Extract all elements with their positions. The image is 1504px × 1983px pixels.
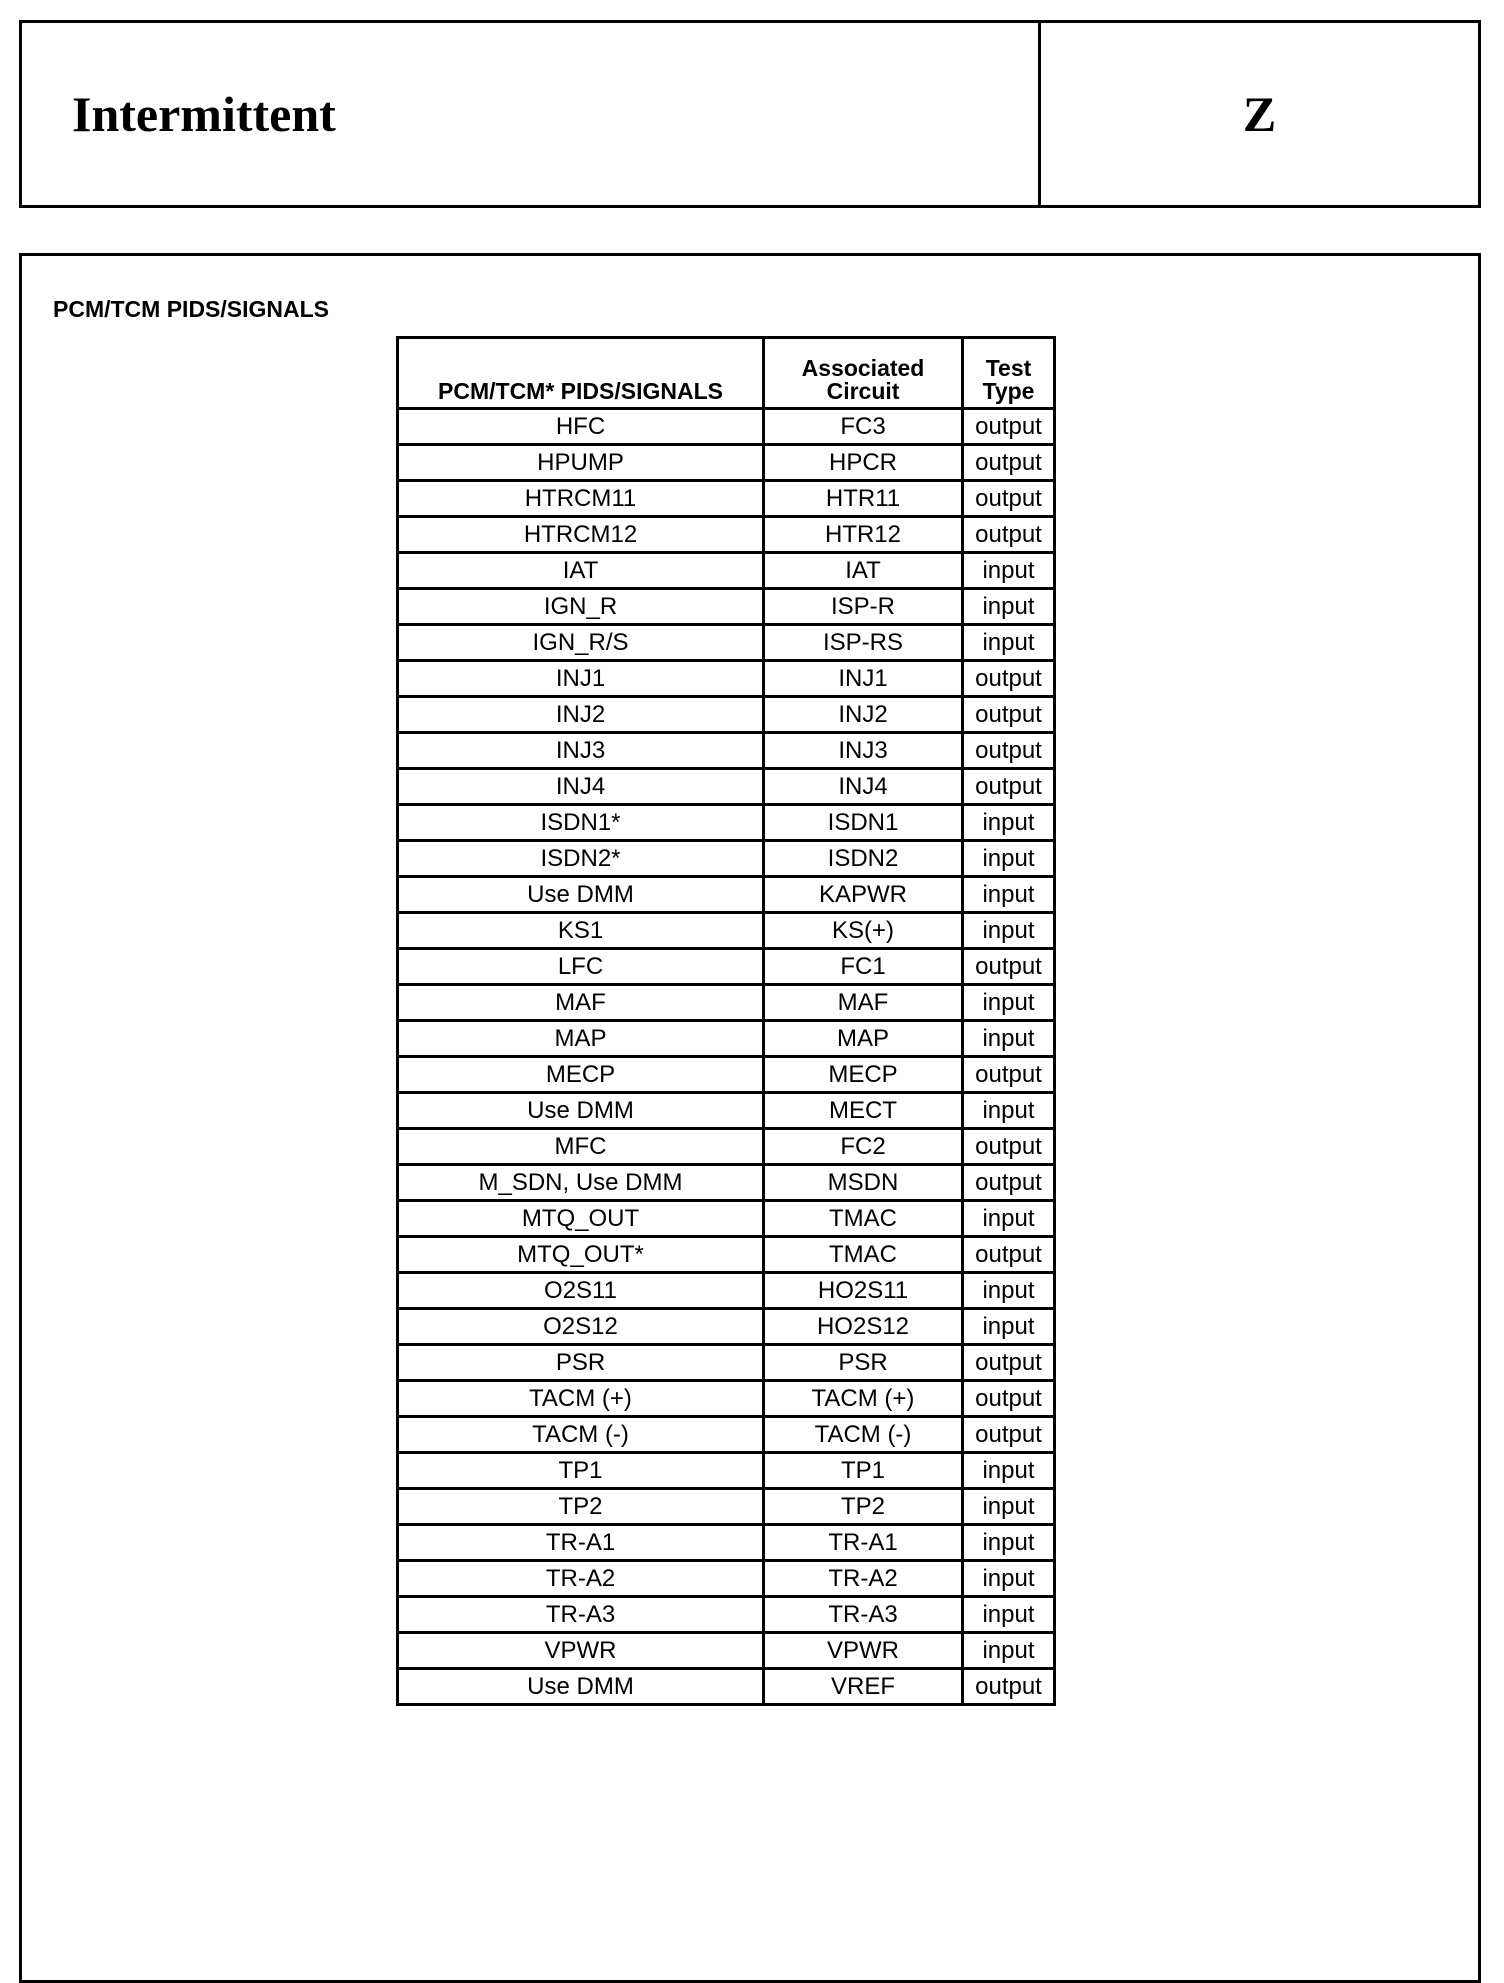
cell-pid-signal: TACM (-) (398, 1417, 764, 1453)
table-row (398, 445, 1055, 481)
cell-associated-circuit: ISDN1 (764, 805, 963, 841)
cell-pid-signal: O2S11 (398, 1273, 764, 1309)
cell-pid-signal: Use DMM (398, 1093, 764, 1129)
cell-test-type: output (963, 1237, 1055, 1273)
cell-test-type: input (963, 805, 1055, 841)
cell-pid-signal: KS1 (398, 913, 764, 949)
cell-test-type: output (963, 1417, 1055, 1453)
cell-associated-circuit: HO2S11 (764, 1273, 963, 1309)
cell-test-type: input (963, 1525, 1055, 1561)
table-row (398, 1525, 1055, 1561)
cell-test-type: output (963, 1129, 1055, 1165)
cell-pid-signal: TR-A1 (398, 1525, 764, 1561)
cell-associated-circuit: MECT (764, 1093, 963, 1129)
cell-test-type: output (963, 517, 1055, 553)
table-row (398, 481, 1055, 517)
table-row (398, 1237, 1055, 1273)
cell-pid-signal: LFC (398, 949, 764, 985)
cell-test-type: output (963, 1057, 1055, 1093)
cell-associated-circuit: FC3 (764, 409, 963, 445)
cell-associated-circuit: TACM (-) (764, 1417, 963, 1453)
cell-pid-signal: IGN_R/S (398, 625, 764, 661)
cell-test-type: input (963, 553, 1055, 589)
cell-associated-circuit: ISDN2 (764, 841, 963, 877)
cell-test-type: input (963, 1489, 1055, 1525)
table-row (398, 733, 1055, 769)
cell-pid-signal: MAF (398, 985, 764, 1021)
cell-associated-circuit: FC2 (764, 1129, 963, 1165)
cell-associated-circuit: PSR (764, 1345, 963, 1381)
table-row (398, 1309, 1055, 1345)
column-header-circuit (764, 338, 963, 409)
cell-associated-circuit: TP2 (764, 1489, 963, 1525)
cell-associated-circuit: MAF (764, 985, 963, 1021)
section-heading: PCM/TCM PIDS/SIGNALS (53, 296, 330, 322)
cell-test-type: input (963, 841, 1055, 877)
cell-associated-circuit: INJ2 (764, 697, 963, 733)
cell-test-type: input (963, 589, 1055, 625)
cell-pid-signal: MTQ_OUT* (398, 1237, 764, 1273)
cell-pid-signal: M_SDN, Use DMM (398, 1165, 764, 1201)
table-row (398, 1489, 1055, 1525)
page-title: Intermittent (22, 23, 1041, 205)
cell-pid-signal: ISDN1* (398, 805, 764, 841)
table-row (398, 1453, 1055, 1489)
cell-test-type: input (963, 1309, 1055, 1345)
cell-pid-signal: Use DMM (398, 1669, 764, 1705)
table-row (398, 1129, 1055, 1165)
column-header-test-type-label: Test Type (982, 355, 1035, 404)
table-row (398, 409, 1055, 445)
cell-associated-circuit: MSDN (764, 1165, 963, 1201)
cell-test-type: input (963, 913, 1055, 949)
cell-associated-circuit: TMAC (764, 1201, 963, 1237)
cell-pid-signal: VPWR (398, 1633, 764, 1669)
cell-test-type: input (963, 1273, 1055, 1309)
cell-pid-signal: TR-A3 (398, 1597, 764, 1633)
table-row (398, 1021, 1055, 1057)
cell-test-type: input (963, 1453, 1055, 1489)
table-row (398, 1201, 1055, 1237)
table-row (398, 1633, 1055, 1669)
table-row (398, 985, 1055, 1021)
cell-pid-signal: MAP (398, 1021, 764, 1057)
cell-pid-signal: INJ1 (398, 661, 764, 697)
cell-pid-signal: HTRCM11 (398, 481, 764, 517)
cell-associated-circuit: INJ1 (764, 661, 963, 697)
column-header-test-type (963, 338, 1055, 409)
table-row (398, 697, 1055, 733)
cell-associated-circuit: VPWR (764, 1633, 963, 1669)
cell-pid-signal: PSR (398, 1345, 764, 1381)
cell-pid-signal: Use DMM (398, 877, 764, 913)
table-row (398, 1345, 1055, 1381)
cell-associated-circuit: TP1 (764, 1453, 963, 1489)
cell-test-type: input (963, 1633, 1055, 1669)
table-row (398, 661, 1055, 697)
cell-associated-circuit: HTR12 (764, 517, 963, 553)
cell-test-type: output (963, 1345, 1055, 1381)
cell-pid-signal: MECP (398, 1057, 764, 1093)
table-row (398, 1165, 1055, 1201)
cell-pid-signal: HFC (398, 409, 764, 445)
cell-test-type: input (963, 1021, 1055, 1057)
cell-pid-signal: HPUMP (398, 445, 764, 481)
cell-pid-signal: O2S12 (398, 1309, 764, 1345)
cell-pid-signal: MFC (398, 1129, 764, 1165)
table-row (398, 553, 1055, 589)
cell-test-type: output (963, 733, 1055, 769)
cell-associated-circuit: HPCR (764, 445, 963, 481)
table-row (398, 913, 1055, 949)
cell-pid-signal: TP1 (398, 1453, 764, 1489)
cell-pid-signal: IGN_R (398, 589, 764, 625)
column-header-pids: PCM/TCM* PIDS/SIGNALS (398, 338, 764, 409)
cell-associated-circuit: FC1 (764, 949, 963, 985)
table-row (398, 1381, 1055, 1417)
cell-test-type: output (963, 481, 1055, 517)
cell-test-type: output (963, 409, 1055, 445)
cell-test-type: output (963, 769, 1055, 805)
cell-associated-circuit: TACM (+) (764, 1381, 963, 1417)
table-row (398, 1561, 1055, 1597)
cell-test-type: input (963, 877, 1055, 913)
cell-test-type: output (963, 1669, 1055, 1705)
pids-table (396, 336, 1056, 1706)
cell-pid-signal: MTQ_OUT (398, 1201, 764, 1237)
cell-associated-circuit: KAPWR (764, 877, 963, 913)
cell-pid-signal: INJ3 (398, 733, 764, 769)
cell-test-type: output (963, 1165, 1055, 1201)
cell-associated-circuit: INJ4 (764, 769, 963, 805)
cell-test-type: output (963, 445, 1055, 481)
cell-pid-signal: TR-A2 (398, 1561, 764, 1597)
table-row (398, 1417, 1055, 1453)
cell-test-type: input (963, 1201, 1055, 1237)
cell-test-type: input (963, 985, 1055, 1021)
table-row (398, 769, 1055, 805)
table-row (398, 625, 1055, 661)
content-panel (19, 253, 1481, 1983)
cell-associated-circuit: MAP (764, 1021, 963, 1057)
cell-associated-circuit: TMAC (764, 1237, 963, 1273)
table-row (398, 841, 1055, 877)
table-row (398, 1057, 1055, 1093)
cell-associated-circuit: TR-A3 (764, 1597, 963, 1633)
cell-pid-signal: INJ2 (398, 697, 764, 733)
table-row (398, 589, 1055, 625)
cell-test-type: output (963, 661, 1055, 697)
cell-test-type: input (963, 1561, 1055, 1597)
cell-associated-circuit: IAT (764, 553, 963, 589)
table-row (398, 1273, 1055, 1309)
cell-test-type: output (963, 697, 1055, 733)
cell-test-type: output (963, 949, 1055, 985)
cell-test-type: input (963, 625, 1055, 661)
cell-associated-circuit: INJ3 (764, 733, 963, 769)
table-row (398, 877, 1055, 913)
cell-pid-signal: INJ4 (398, 769, 764, 805)
table-row (398, 805, 1055, 841)
cell-associated-circuit: TR-A1 (764, 1525, 963, 1561)
cell-associated-circuit: VREF (764, 1669, 963, 1705)
cell-associated-circuit: HO2S12 (764, 1309, 963, 1345)
cell-test-type: input (963, 1093, 1055, 1129)
table-row (398, 1093, 1055, 1129)
cell-test-type: input (963, 1597, 1055, 1633)
cell-pid-signal: ISDN2* (398, 841, 764, 877)
table-row (398, 1669, 1055, 1705)
cell-pid-signal: TACM (+) (398, 1381, 764, 1417)
table-header-row (398, 338, 1055, 409)
cell-pid-signal: HTRCM12 (398, 517, 764, 553)
cell-associated-circuit: ISP-R (764, 589, 963, 625)
cell-test-type: output (963, 1381, 1055, 1417)
cell-associated-circuit: KS(+) (764, 913, 963, 949)
cell-associated-circuit: ISP-RS (764, 625, 963, 661)
cell-associated-circuit: MECP (764, 1057, 963, 1093)
section-code: Z (1242, 86, 1277, 142)
column-header-circuit-label: Associated Circuit (801, 355, 925, 404)
cell-associated-circuit: HTR11 (764, 481, 963, 517)
cell-associated-circuit: TR-A2 (764, 1561, 963, 1597)
cell-pid-signal: IAT (398, 553, 764, 589)
page-header (19, 20, 1481, 208)
table-row (398, 517, 1055, 553)
table-row (398, 1597, 1055, 1633)
table-row (398, 949, 1055, 985)
table-body (398, 409, 1055, 1705)
cell-pid-signal: TP2 (398, 1489, 764, 1525)
